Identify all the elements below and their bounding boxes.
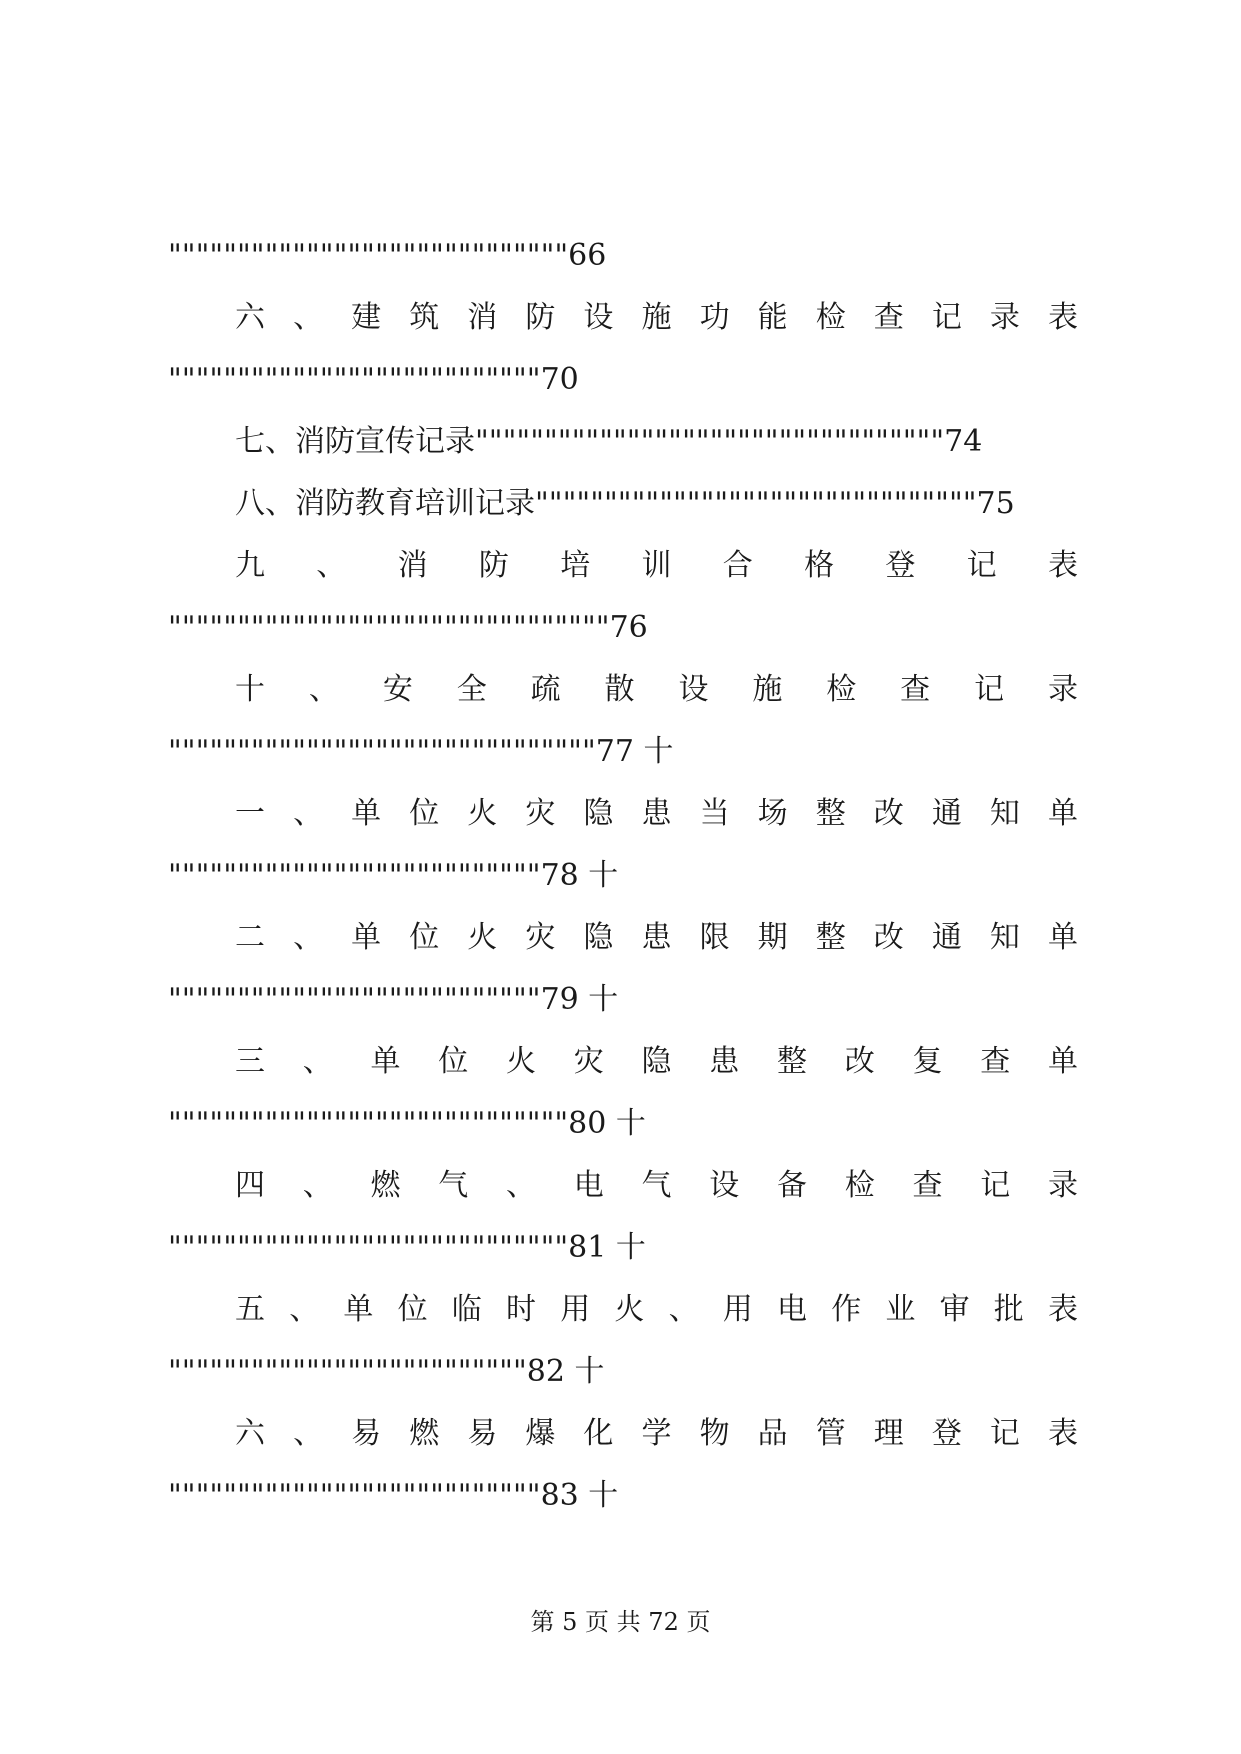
toc-leader-line: """""""""""""""""""""""""""83 十	[168, 1478, 619, 1513]
toc-entry-title: 十 、 安 全 疏 散 设 施 检 查 记 录	[235, 672, 1078, 707]
toc-leader-line: """""""""""""""""""""""""""70	[168, 362, 579, 397]
toc-entry-title: 四 、 燃 气 、 电 气 设 备 检 查 记 录	[235, 1168, 1078, 1203]
toc-entry-title: 二 、 单 位 火 灾 隐 患 限 期 整 改 通 知 单	[235, 920, 1078, 955]
page-footer: 第 5 页 共 72 页	[530, 1608, 711, 1636]
toc-entry-title: 六 、 建 筑 消 防 设 施 功 能 检 查 记 录 表	[235, 300, 1078, 335]
toc-leader-line: """"""""""""""""""""""""""82 十	[168, 1354, 605, 1389]
toc-leader-line: """""""""""""""""""""""""""78 十	[168, 858, 619, 893]
toc-entry-title: 九 、 消 防 培 训 合 格 登 记 表	[235, 548, 1078, 583]
toc-leader-line: """""""""""""""""""""""""""""66	[168, 238, 607, 273]
toc-entry-title: 三 、 单 位 火 灾 隐 患 整 改 复 查 单	[235, 1044, 1078, 1079]
toc-entry-title: 一 、 单 位 火 灾 隐 患 当 场 整 改 通 知 单	[235, 796, 1078, 831]
toc-leader-line: """""""""""""""""""""""""""""""77 十	[168, 734, 674, 769]
toc-leader-line: """""""""""""""""""""""""""""80 十	[168, 1106, 646, 1141]
toc-entry-title: 五 、 单 位 临 时 用 火 、 用 电 作 业 审 批 表	[235, 1292, 1078, 1327]
toc-entry-title: 六 、 易 燃 易 爆 化 学 物 品 管 理 登 记 表	[235, 1416, 1078, 1451]
toc-leader-line: """""""""""""""""""""""""""79 十	[168, 982, 619, 1017]
toc-leader-line: """"""""""""""""""""""""""""""""76	[168, 610, 648, 645]
toc-entry-title: 八、消防教育培训记录""""""""""""""""""""""""""""""""75	[235, 486, 1015, 521]
toc-entry-title: 七、消防宣传记录""""""""""""""""""""""""""""""""""74	[235, 424, 983, 459]
toc-leader-line: """""""""""""""""""""""""""""81 十	[168, 1230, 646, 1265]
